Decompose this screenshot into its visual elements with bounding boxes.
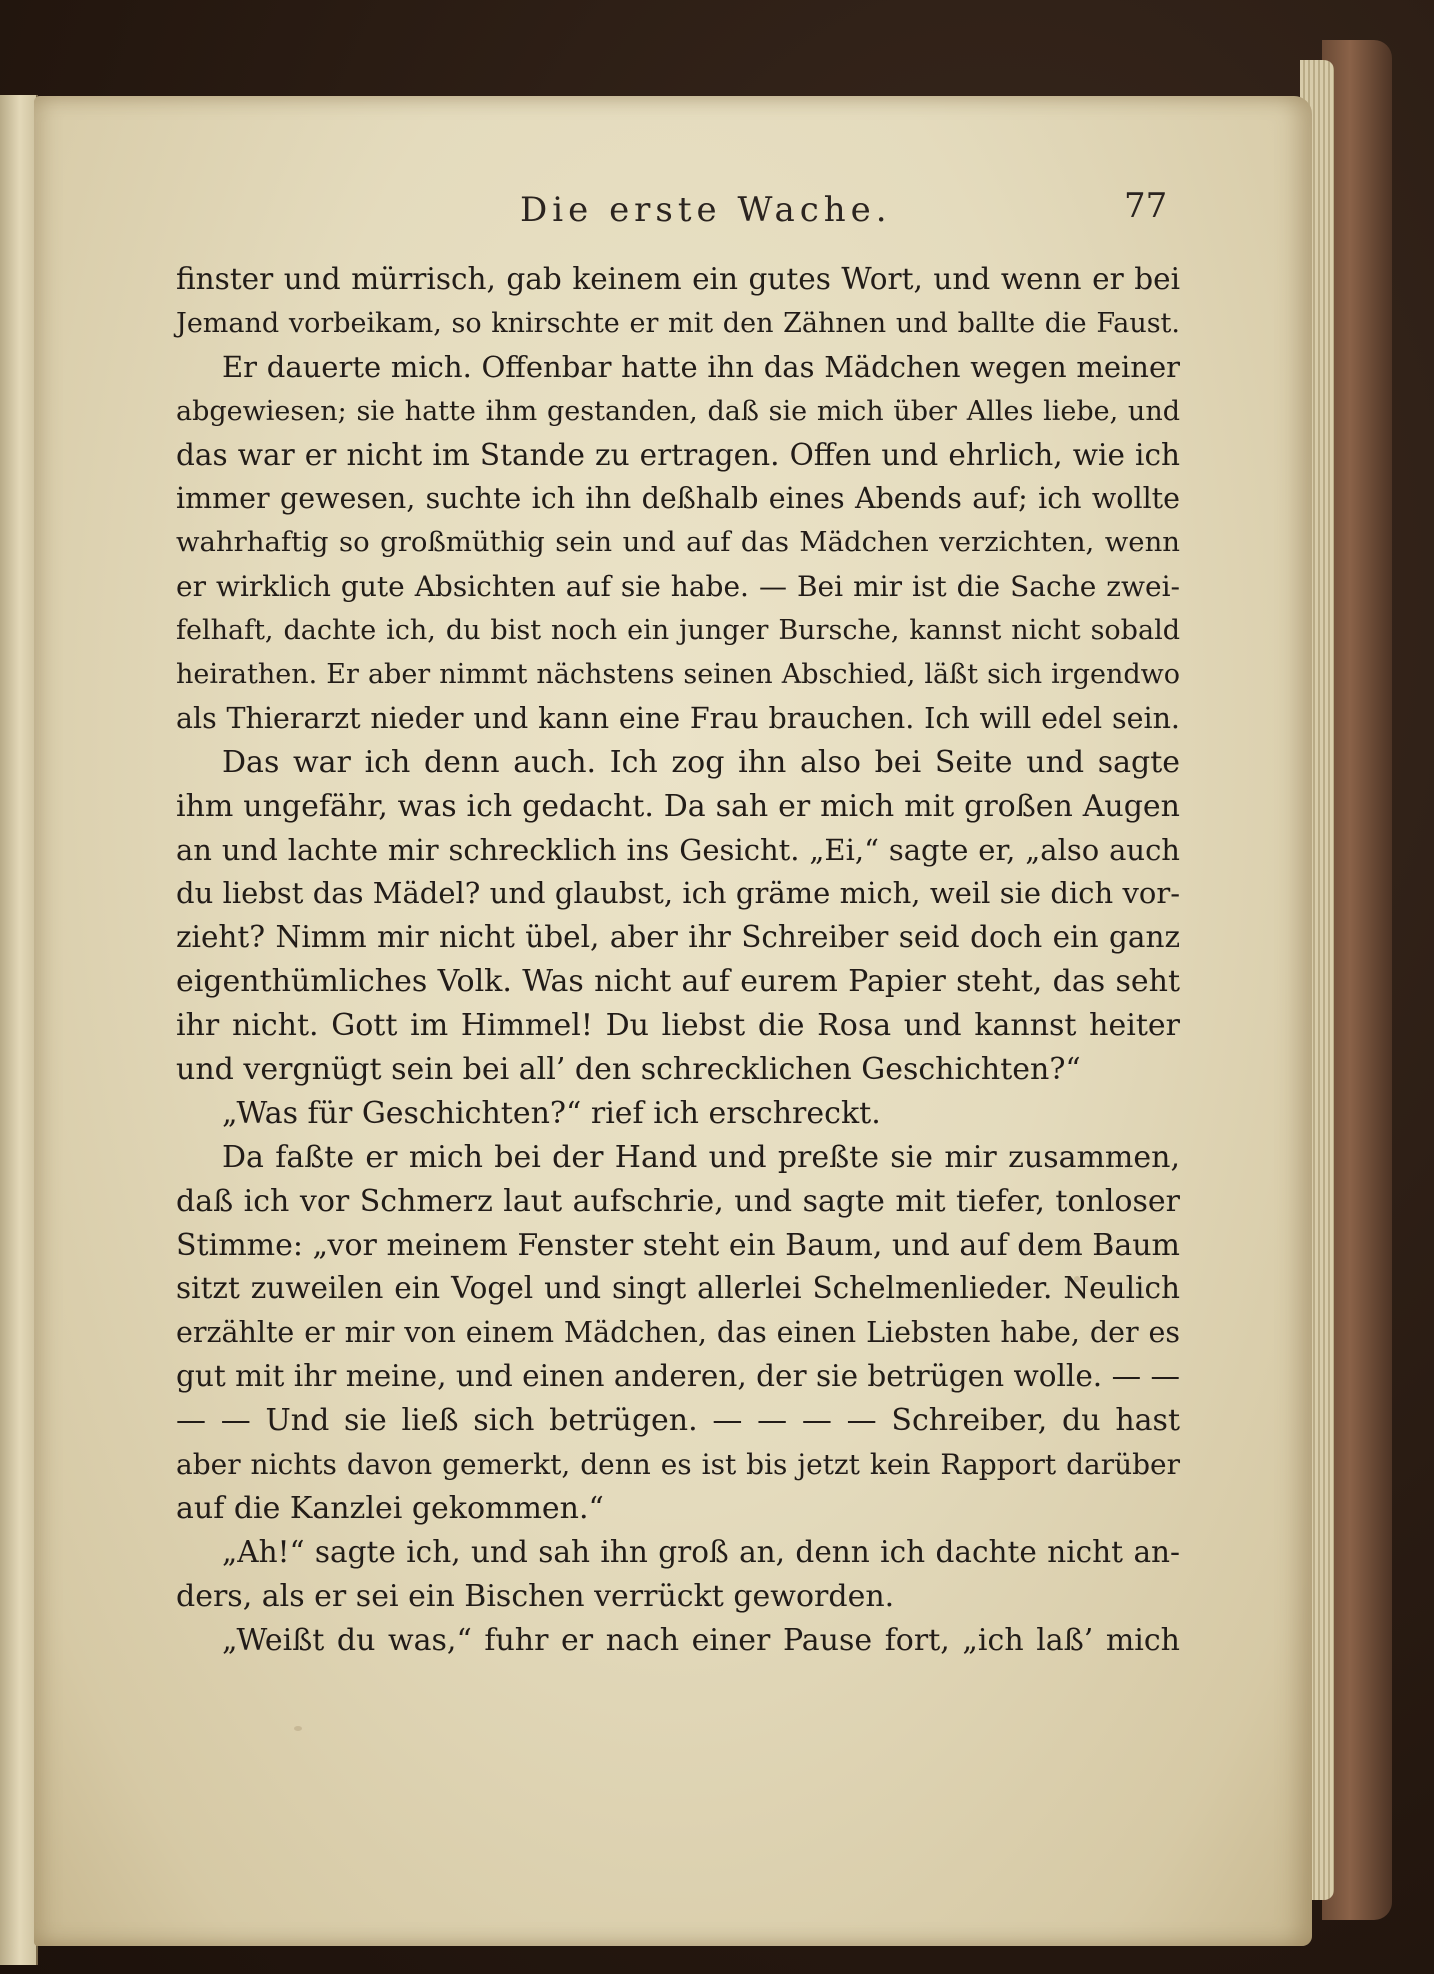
text-line: Das war ich denn auch. Ich zog ihn also bei Seite und sagte — [222, 744, 1180, 780]
paper-speck — [294, 1726, 302, 1731]
text-line: zieht? Nimm mir nicht übel, aber ihr Schreiber seid doch ein ganz — [176, 920, 1180, 955]
text-line: sitzt zuweilen ein Vogel und singt allerlei Schelmenlieder. Neulich — [176, 1271, 1180, 1306]
text-line: gut mit ihr meine, und einen anderen, der sie betrügen wolle. — — — [176, 1359, 1180, 1394]
text-line: — — Und sie ließ sich betrügen. — — — — Schreiber, du hast — [176, 1403, 1180, 1439]
text-line: und vergnügt sein bei all’ den schrecklichen Geschichten?“ — [176, 1052, 1081, 1088]
text-line: erzählte er mir von einem Mädchen, das einen Liebsten habe, der es — [176, 1316, 1180, 1350]
text-line: Er dauerte mich. Offenbar hatte ihn das Mädchen wegen meiner — [222, 349, 1180, 384]
text-line: „Weißt du was,“ fuhr er nach einer Pause fort, „ich laß’ mich — [222, 1622, 1180, 1658]
text-line: ihr nicht. Gott im Himmel! Du liebst die Rosa und kannst heiter — [176, 1008, 1180, 1044]
text-line: das war er nicht im Stande zu ertragen. Offen und ehrlich, wie ich — [176, 437, 1180, 472]
text-line: „Ah!“ sagte ich, und sah ihn groß an, denn ich dachte nicht an- — [222, 1534, 1180, 1569]
text-line: heirathen. Er aber nimmt nächstens seinen Abschied, läßt sich irgendwo — [176, 659, 1180, 691]
text-line: „Was für Geschichten?“ rief ich erschreckt. — [222, 1095, 881, 1131]
left-page-edge — [0, 95, 38, 1965]
page-number: 77 — [1124, 186, 1168, 226]
text-line: felhaft, dachte ich, du bist noch ein junger Bursche, kannst nicht sobald — [176, 615, 1180, 647]
text-line: an und lachte mir schrecklich ins Gesicht. „Ei,“ sagte er, „also auch — [176, 832, 1180, 867]
text-line: ders, als er sei ein Bischen verrückt geworden. — [176, 1578, 895, 1614]
text-line: als Thierarzt nieder und kann eine Frau brauchen. Ich will edel sein. — [176, 701, 1180, 735]
text-line: ihm ungefähr, was ich gedacht. Da sah er mich mit großen Augen — [176, 788, 1180, 824]
text-line: abgewiesen; sie hatte ihm gestanden, daß sie mich über Alles liebe, und — [176, 395, 1180, 427]
text-line: Jemand vorbeikam, so knirschte er mit den Zähnen und ballte die Faust. — [176, 307, 1180, 339]
text-line: auf die Kanzlei gekommen.“ — [176, 1490, 604, 1526]
running-head: Die erste Wache. — [520, 190, 892, 230]
text-line: du liebst das Mädel? und glaubst, ich gräme mich, weil sie dich vor- — [176, 876, 1180, 911]
body-text — [176, 258, 1180, 1663]
text-line: eigenthümliches Volk. Was nicht auf eurem Papier steht, das seht — [176, 964, 1180, 1000]
text-line: er wirklich gute Absichten auf sie habe. — Bei mir ist die Sache zwei- — [176, 570, 1180, 604]
text-line: daß ich vor Schmerz laut aufschrie, und sagte mit tiefer, tonloser — [176, 1183, 1180, 1219]
text-line: Da faßte er mich bei der Hand und preßte sie mir zusammen, — [222, 1139, 1180, 1175]
text-line: Stimme: „vor meinem Fenster steht ein Baum, und auf dem Baum — [176, 1227, 1180, 1263]
text-line: immer gewesen, suchte ich ihn deßhalb eines Abends auf; ich wollte — [176, 482, 1180, 516]
text-line: aber nichts davon gemerkt, denn es ist bis jetzt kein Rapport darüber — [176, 1448, 1180, 1482]
text-line: finster und mürrisch, gab keinem ein gutes Wort, und wenn er bei — [176, 262, 1180, 296]
text-line: wahrhaftig so großmüthig sein und auf das Mädchen verzichten, wenn — [176, 526, 1180, 559]
